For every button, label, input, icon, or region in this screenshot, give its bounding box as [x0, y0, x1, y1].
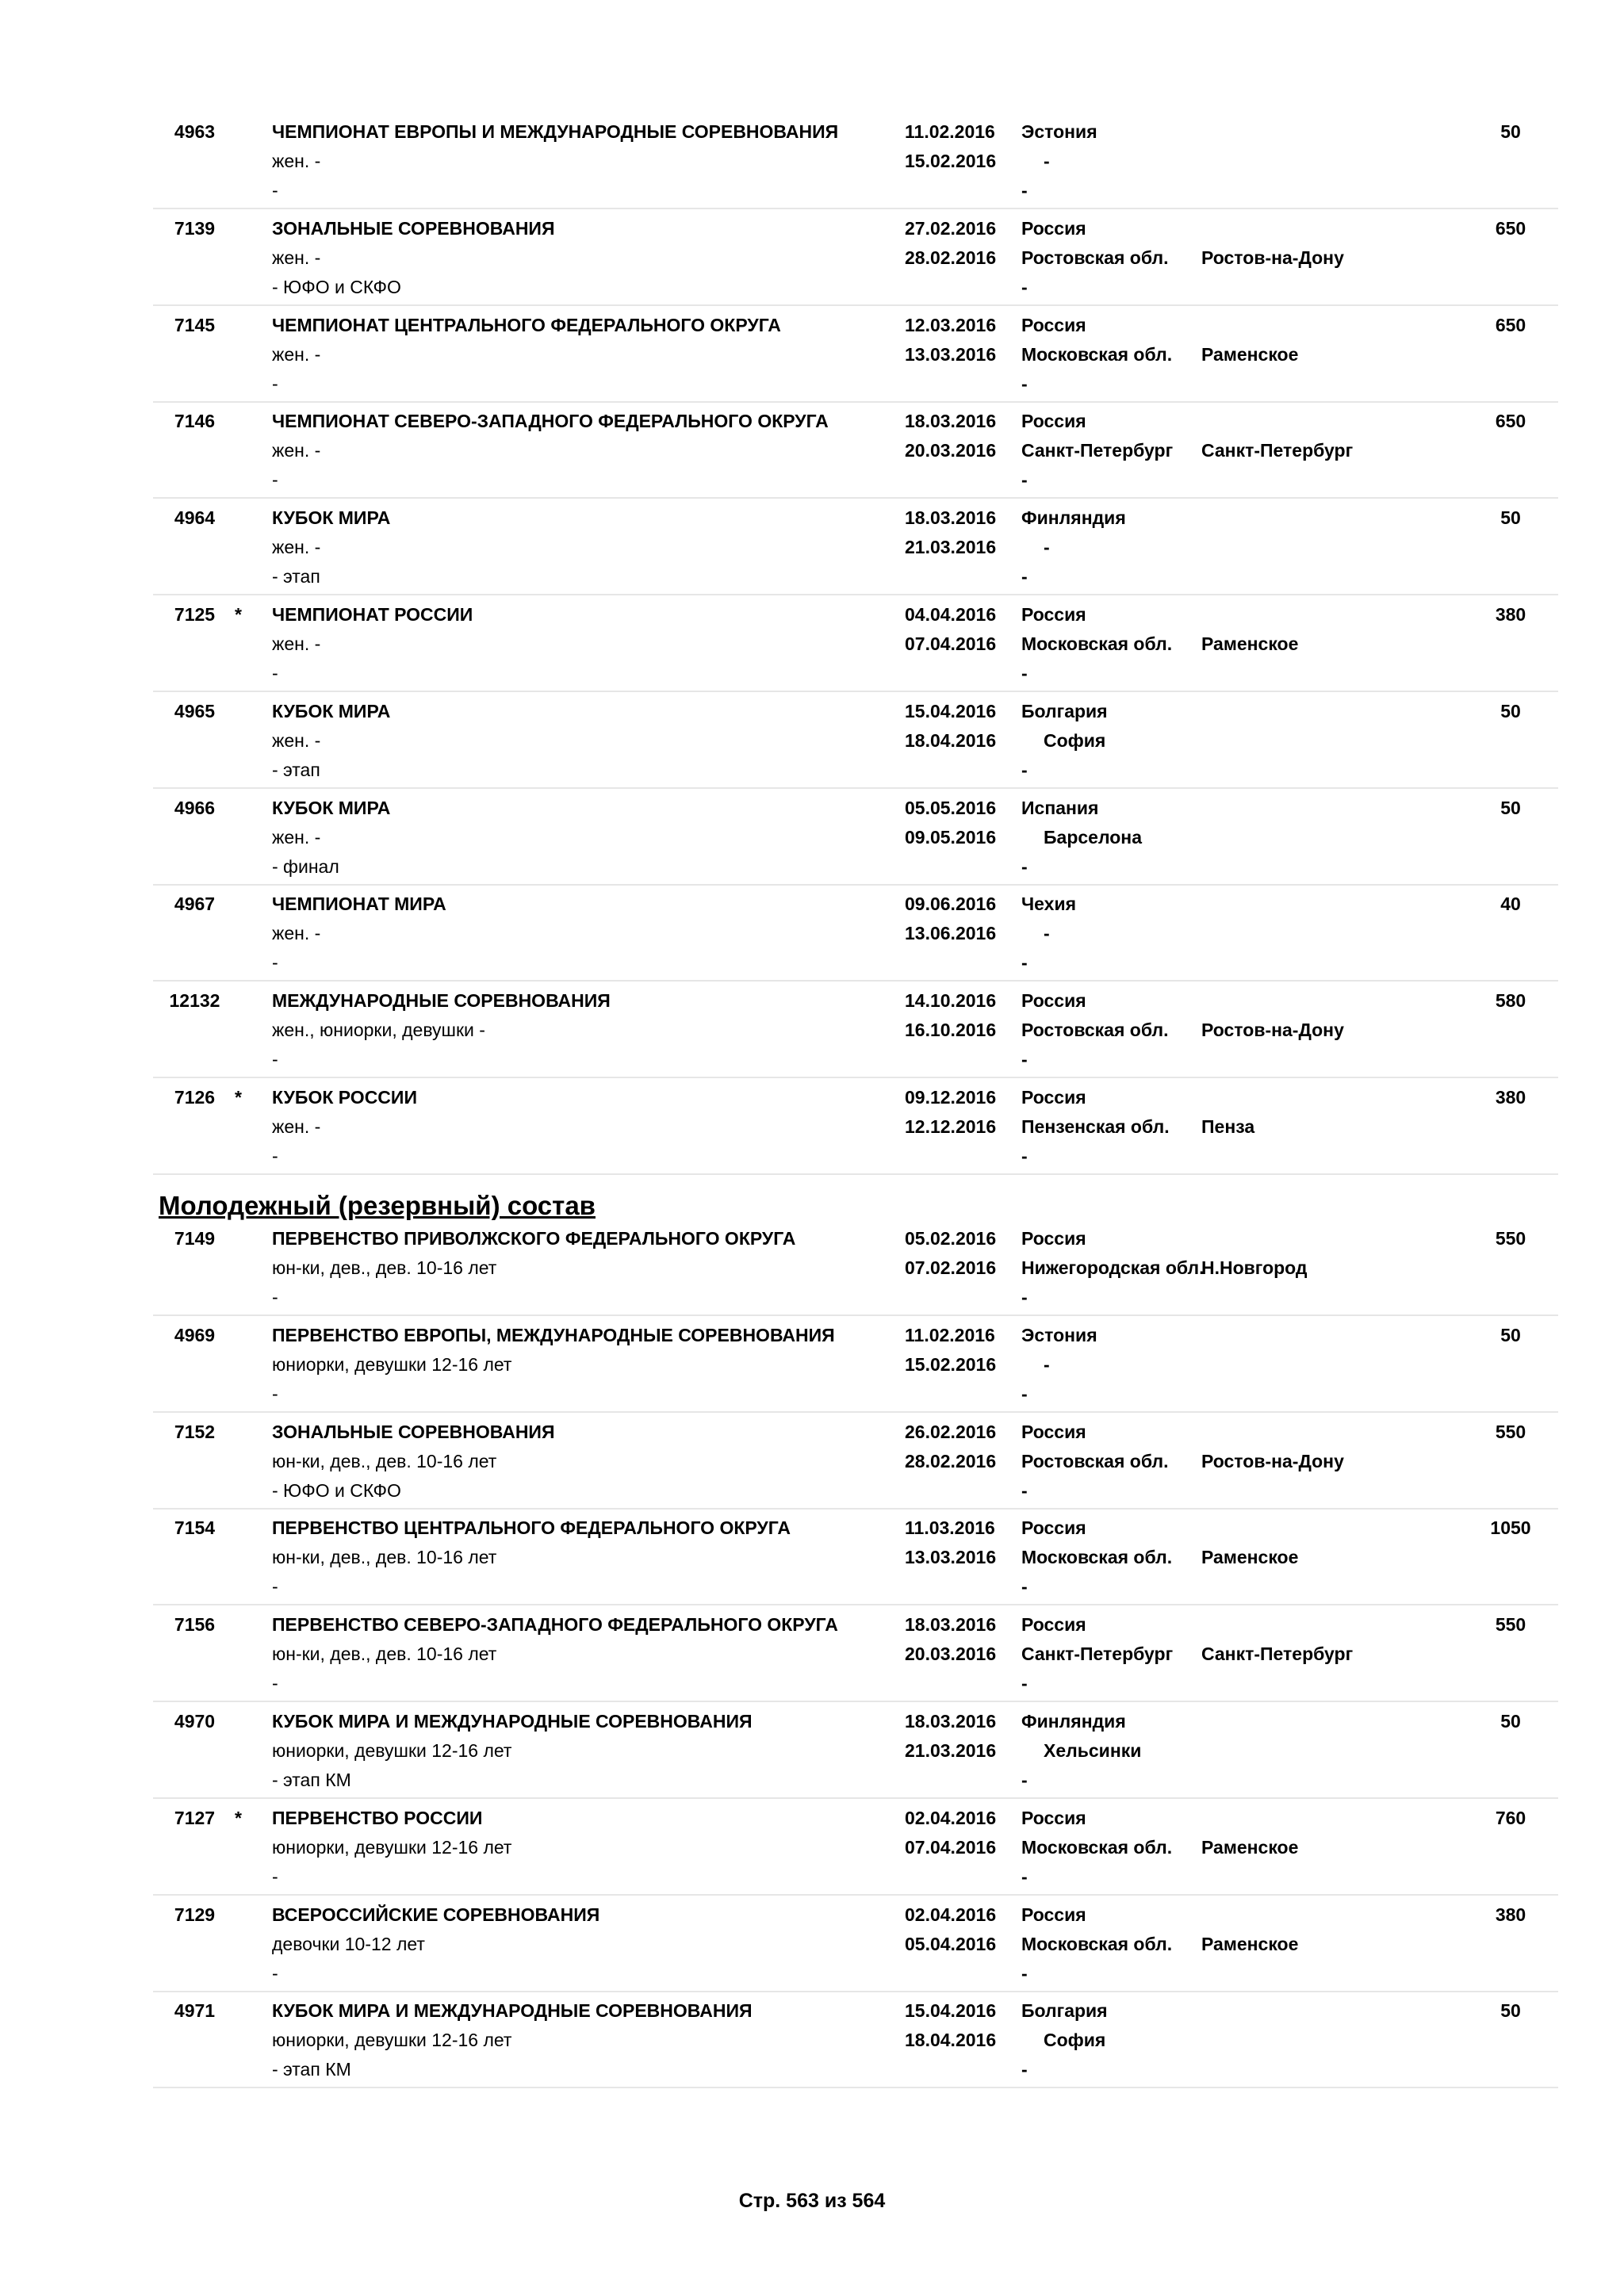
event-id: 7126: [174, 1087, 216, 1108]
event-number: 550: [1495, 1421, 1526, 1442]
event-category: жен. -: [272, 537, 321, 558]
event-number: 50: [1500, 700, 1521, 721]
event-date-start: 18.03.2016: [905, 507, 997, 529]
event-entry: [153, 1992, 1558, 2088]
event-location-dash: -: [1021, 1287, 1028, 1307]
event-date-start: 15.04.2016: [905, 2000, 997, 2022]
event-city: Раменское: [1201, 633, 1299, 654]
event-number: 50: [1500, 121, 1521, 142]
event-title: КУБОК МИРА И МЕЖДУНАРОДНЫЕ СОРЕВНОВАНИЯ: [272, 2000, 753, 2022]
event-title: ЗОНАЛЬНЫЕ СОРЕВНОВАНИЯ: [272, 1421, 555, 1442]
event-extra: - этап КМ: [272, 1770, 351, 1790]
event-number: 50: [1500, 797, 1521, 818]
event-date-start: 11.03.2016: [905, 1517, 995, 1539]
event-category: жен. -: [272, 440, 321, 461]
event-date-end: 07.02.2016: [905, 1257, 997, 1278]
event-star-marker: *: [235, 1087, 242, 1108]
event-region: Санкт-Петербург: [1021, 440, 1174, 461]
event-id: 4969: [174, 1324, 216, 1345]
event-country: Финляндия: [1021, 1711, 1126, 1732]
event-category: юн-ки, дев., дев. 10-16 лет: [272, 1257, 497, 1278]
event-place: -: [1044, 537, 1050, 558]
event-number: 380: [1495, 604, 1526, 625]
event-id: 7149: [174, 1228, 216, 1249]
event-title: КУБОК РОССИИ: [272, 1087, 417, 1108]
event-entry: [153, 982, 1558, 1078]
event-city: Ростов-на-Дону: [1201, 1450, 1344, 1471]
event-extra: - ЮФО и СКФО: [272, 1479, 401, 1501]
event-date-start: 02.04.2016: [905, 1904, 997, 1925]
event-title: ЧЕМПИОНАТ РОССИИ: [272, 604, 473, 625]
event-city: Раменское: [1201, 1547, 1299, 1568]
event-extra: - финал: [272, 855, 339, 877]
event-extra: - этап: [272, 566, 320, 587]
event-date-end: 12.12.2016: [905, 1116, 997, 1137]
event-country: Россия: [1021, 1228, 1086, 1249]
event-country: Финляндия: [1021, 507, 1126, 529]
event-country: Россия: [1021, 1614, 1086, 1636]
event-country: Эстония: [1021, 1324, 1097, 1345]
event-date-start: 09.12.2016: [905, 1087, 997, 1108]
event-date-end: 07.04.2016: [905, 633, 997, 654]
event-extra: -: [272, 1287, 278, 1307]
event-location-dash: -: [1021, 1673, 1028, 1694]
event-location-dash: -: [1021, 663, 1028, 683]
event-date-start: 11.02.2016: [905, 121, 995, 142]
event-location-dash: -: [1021, 1866, 1028, 1887]
event-id: 7139: [174, 217, 216, 239]
event-date-start: 02.04.2016: [905, 1807, 997, 1828]
event-date-start: 05.02.2016: [905, 1228, 997, 1249]
event-extra: -: [272, 952, 278, 974]
event-date-end: 13.06.2016: [905, 923, 997, 944]
event-date-start: 12.03.2016: [905, 314, 997, 335]
event-entry: [153, 1509, 1558, 1605]
event-category: жен. -: [272, 923, 321, 944]
event-number: 50: [1500, 2000, 1521, 2022]
event-country: Россия: [1021, 990, 1086, 1012]
event-date-end: 28.02.2016: [905, 247, 997, 268]
event-date-end: 21.03.2016: [905, 537, 997, 558]
event-place: София: [1044, 729, 1106, 751]
event-entry: [153, 1219, 1558, 1316]
event-location-dash: -: [1021, 1479, 1028, 1501]
event-title: ПЕРВЕНСТВО ЕВРОПЫ, МЕЖДУНАРОДНЫЕ СОРЕВНОВАНИЯ: [272, 1324, 835, 1345]
event-category: юниорки, девушки 12-16 лет: [272, 2030, 512, 2051]
event-entry: [153, 1413, 1558, 1510]
event-category: юн-ки, дев., дев. 10-16 лет: [272, 1644, 497, 1665]
event-date-start: 14.10.2016: [905, 990, 997, 1012]
event-region: Нижегородская обл.: [1021, 1257, 1205, 1278]
event-region: Пензенская обл.: [1021, 1116, 1170, 1137]
event-number: 50: [1500, 1711, 1521, 1732]
event-date-end: 28.02.2016: [905, 1450, 997, 1471]
event-place: Барселона: [1044, 826, 1142, 848]
event-date-start: 05.05.2016: [905, 797, 997, 818]
event-title: ЧЕМПИОНАТ ЦЕНТРАЛЬНОГО ФЕДЕРАЛЬНОГО ОКРУГА: [272, 314, 781, 335]
row-separator: [153, 1173, 1558, 1175]
event-location-dash: -: [1021, 2059, 1028, 2080]
event-region: Ростовская обл.: [1021, 1020, 1169, 1041]
event-date-end: 20.03.2016: [905, 1644, 997, 1665]
event-date-end: 13.03.2016: [905, 343, 997, 365]
event-entry: [153, 1605, 1558, 1702]
event-category: девочки 10-12 лет: [272, 1933, 425, 1954]
event-title: КУБОК МИРА И МЕЖДУНАРОДНЫЕ СОРЕВНОВАНИЯ: [272, 1711, 753, 1732]
event-location-dash: -: [1021, 1383, 1028, 1404]
event-date-start: 04.04.2016: [905, 604, 997, 625]
event-number: 40: [1500, 894, 1521, 915]
event-country: Эстония: [1021, 121, 1097, 142]
event-extra: -: [272, 469, 278, 491]
event-date-end: 05.04.2016: [905, 1933, 997, 1954]
event-extra: - этап КМ: [272, 2059, 351, 2080]
event-number: 1050: [1490, 1517, 1531, 1539]
event-entry: [153, 789, 1558, 886]
section-heading: Молодежный (резервный) состав: [159, 1191, 596, 1220]
event-id: 4965: [174, 700, 216, 721]
event-location-dash: -: [1021, 1049, 1028, 1070]
event-category: юн-ки, дев., дев. 10-16 лет: [272, 1450, 497, 1471]
event-entry: [153, 402, 1558, 499]
event-id: 7145: [174, 314, 216, 335]
event-date-end: 09.05.2016: [905, 826, 997, 848]
event-date-start: 27.02.2016: [905, 217, 997, 239]
event-entry: [153, 1799, 1558, 1896]
event-entry: [153, 209, 1558, 306]
event-place: -: [1044, 923, 1050, 944]
event-place: София: [1044, 2030, 1106, 2051]
event-country: Россия: [1021, 217, 1086, 239]
event-id: 7125: [174, 604, 216, 625]
event-city: Раменское: [1201, 1836, 1299, 1858]
event-location-dash: -: [1021, 373, 1028, 394]
event-location-dash: -: [1021, 1962, 1028, 1984]
event-number: 760: [1495, 1807, 1526, 1828]
event-category: жен. -: [272, 729, 321, 751]
event-region: Московская обл.: [1021, 1547, 1173, 1568]
event-date-start: 18.03.2016: [905, 1711, 997, 1732]
event-date-end: 13.03.2016: [905, 1547, 997, 1568]
event-title: ЗОНАЛЬНЫЕ СОРЕВНОВАНИЯ: [272, 217, 555, 239]
event-number: 380: [1495, 1904, 1526, 1925]
event-location-dash: -: [1021, 1770, 1028, 1790]
event-city: Ростов-на-Дону: [1201, 247, 1344, 268]
event-extra: -: [272, 180, 278, 201]
event-category: жен., юниорки, девушки -: [272, 1020, 485, 1041]
event-location-dash: -: [1021, 759, 1028, 780]
event-country: Россия: [1021, 1904, 1086, 1925]
event-category: жен. -: [272, 247, 321, 268]
event-title: ПЕРВЕНСТВО РОССИИ: [272, 1807, 483, 1828]
event-country: Россия: [1021, 1421, 1086, 1442]
event-region: Московская обл.: [1021, 343, 1173, 365]
event-number: 550: [1495, 1614, 1526, 1636]
event-country: Испания: [1021, 797, 1099, 818]
event-country: Болгария: [1021, 2000, 1108, 2022]
event-region: Ростовская обл.: [1021, 1450, 1169, 1471]
event-entry: [153, 1316, 1558, 1413]
event-date-end: 15.02.2016: [905, 1353, 997, 1375]
event-city: Н.Новгород: [1201, 1257, 1308, 1278]
event-category: юниорки, девушки 12-16 лет: [272, 1740, 512, 1761]
event-id: 7154: [174, 1517, 216, 1539]
event-region: Московская обл.: [1021, 1836, 1173, 1858]
event-extra: -: [272, 1962, 278, 1984]
event-date-start: 15.04.2016: [905, 700, 997, 721]
event-city: Раменское: [1201, 343, 1299, 365]
event-extra: - ЮФО и СКФО: [272, 276, 401, 297]
event-date-start: 09.06.2016: [905, 894, 997, 915]
event-location-dash: -: [1021, 566, 1028, 587]
event-extra: - этап: [272, 759, 320, 780]
event-category: юниорки, девушки 12-16 лет: [272, 1836, 512, 1858]
event-extra: -: [272, 373, 278, 394]
event-number: 380: [1495, 1087, 1526, 1108]
event-title: КУБОК МИРА: [272, 797, 391, 818]
event-region: Санкт-Петербург: [1021, 1644, 1174, 1665]
event-number: 580: [1495, 990, 1526, 1012]
event-number: 650: [1495, 411, 1526, 432]
event-city: Санкт-Петербург: [1201, 440, 1354, 461]
event-location-dash: -: [1021, 1146, 1028, 1166]
event-location-dash: -: [1021, 180, 1028, 201]
event-number: 550: [1495, 1228, 1526, 1249]
event-title: ПЕРВЕНСТВО ЦЕНТРАЛЬНОГО ФЕДЕРАЛЬНОГО ОКРУГА: [272, 1517, 791, 1539]
event-id: 7152: [174, 1421, 216, 1442]
event-number: 50: [1500, 1324, 1521, 1345]
event-country: Чехия: [1021, 894, 1076, 915]
event-date-end: 18.04.2016: [905, 729, 997, 751]
event-date-start: 18.03.2016: [905, 411, 997, 432]
event-entry: [153, 113, 1558, 209]
event-id: 4971: [174, 2000, 216, 2022]
event-title: ЧЕМПИОНАТ ЕВРОПЫ И МЕЖДУНАРОДНЫЕ СОРЕВНОВАНИЯ: [272, 121, 839, 142]
event-number: 50: [1500, 507, 1521, 529]
event-date-end: 21.03.2016: [905, 1740, 997, 1761]
event-date-start: 18.03.2016: [905, 1614, 997, 1636]
event-date-start: 26.02.2016: [905, 1421, 997, 1442]
event-date-end: 15.02.2016: [905, 151, 997, 171]
event-entry: [153, 1702, 1558, 1799]
event-extra: -: [272, 1576, 278, 1598]
event-id: 7129: [174, 1904, 216, 1925]
event-id: 12132: [169, 990, 220, 1012]
event-id: 4966: [174, 797, 216, 818]
event-location-dash: -: [1021, 469, 1028, 491]
event-country: Россия: [1021, 604, 1086, 625]
event-extra: -: [272, 1049, 278, 1070]
event-city: Ростов-на-Дону: [1201, 1020, 1344, 1041]
event-extra: -: [272, 663, 278, 683]
event-date-start: 11.02.2016: [905, 1324, 995, 1345]
event-region: Московская обл.: [1021, 633, 1173, 654]
event-location-dash: -: [1021, 855, 1028, 877]
event-star-marker: *: [235, 1807, 242, 1828]
event-id: 4963: [174, 121, 216, 142]
event-city: Санкт-Петербург: [1201, 1644, 1354, 1665]
event-region: Московская обл.: [1021, 1933, 1173, 1954]
event-city: Пенза: [1201, 1116, 1255, 1137]
row-separator: [153, 2087, 1558, 2088]
event-number: 650: [1495, 314, 1526, 335]
event-date-end: 20.03.2016: [905, 440, 997, 461]
event-city: Раменское: [1201, 1933, 1299, 1954]
event-place: -: [1044, 1353, 1050, 1375]
event-title: ВСЕРОССИЙСКИЕ СОРЕВНОВАНИЯ: [272, 1904, 600, 1925]
event-country: Россия: [1021, 1517, 1086, 1539]
event-category: жен. -: [272, 151, 321, 171]
event-date-end: 07.04.2016: [905, 1836, 997, 1858]
event-title: ЧЕМПИОНАТ СЕВЕРО-ЗАПАДНОГО ФЕДЕРАЛЬНОГО ОКРУГА: [272, 411, 829, 432]
event-category: юниорки, девушки 12-16 лет: [272, 1353, 512, 1375]
event-category: жен. -: [272, 633, 321, 654]
event-location-dash: -: [1021, 1576, 1028, 1598]
event-id: 4964: [174, 507, 216, 529]
event-category: юн-ки, дев., дев. 10-16 лет: [272, 1547, 497, 1568]
event-country: Болгария: [1021, 700, 1108, 721]
event-id: 7146: [174, 411, 216, 432]
event-entry: [153, 499, 1558, 595]
event-title: ПЕРВЕНСТВО ПРИВОЛЖСКОГО ФЕДЕРАЛЬНОГО ОКРУГА: [272, 1228, 796, 1249]
event-entry: [153, 1078, 1558, 1175]
event-category: жен. -: [272, 826, 321, 848]
event-place: -: [1044, 151, 1050, 171]
event-extra: -: [272, 1146, 278, 1166]
event-location-dash: -: [1021, 952, 1028, 974]
event-entry: [153, 306, 1558, 403]
event-place: Хельсинки: [1044, 1740, 1142, 1761]
event-country: Россия: [1021, 314, 1086, 335]
event-entry: [153, 885, 1558, 982]
event-extra: -: [272, 1866, 278, 1887]
event-title: ПЕРВЕНСТВО СЕВЕРО-ЗАПАДНОГО ФЕДЕРАЛЬНОГО ОКРУГА: [272, 1614, 838, 1636]
event-country: Россия: [1021, 1087, 1086, 1108]
page-footer: Стр. 563 из 564: [738, 2190, 886, 2212]
event-country: Россия: [1021, 411, 1086, 432]
event-title: МЕЖДУНАРОДНЫЕ СОРЕВНОВАНИЯ: [272, 990, 611, 1012]
event-category: жен. -: [272, 343, 321, 365]
event-extra: -: [272, 1673, 278, 1694]
event-id: 4967: [174, 894, 216, 915]
event-entry: [153, 1896, 1558, 1992]
event-star-marker: *: [235, 604, 242, 625]
event-extra: -: [272, 1383, 278, 1404]
event-entry: [153, 692, 1558, 789]
event-id: 7127: [174, 1807, 216, 1828]
event-country: Россия: [1021, 1807, 1086, 1828]
event-title: ЧЕМПИОНАТ МИРА: [272, 894, 446, 915]
event-region: Ростовская обл.: [1021, 247, 1169, 268]
event-date-end: 18.04.2016: [905, 2030, 997, 2051]
event-title: КУБОК МИРА: [272, 700, 391, 721]
event-date-end: 16.10.2016: [905, 1020, 997, 1041]
event-number: 650: [1495, 217, 1526, 239]
event-id: 4970: [174, 1711, 216, 1732]
event-category: жен. -: [272, 1116, 321, 1137]
event-title: КУБОК МИРА: [272, 507, 391, 529]
event-entry: [153, 595, 1558, 692]
event-location-dash: -: [1021, 276, 1028, 297]
event-id: 7156: [174, 1614, 216, 1636]
